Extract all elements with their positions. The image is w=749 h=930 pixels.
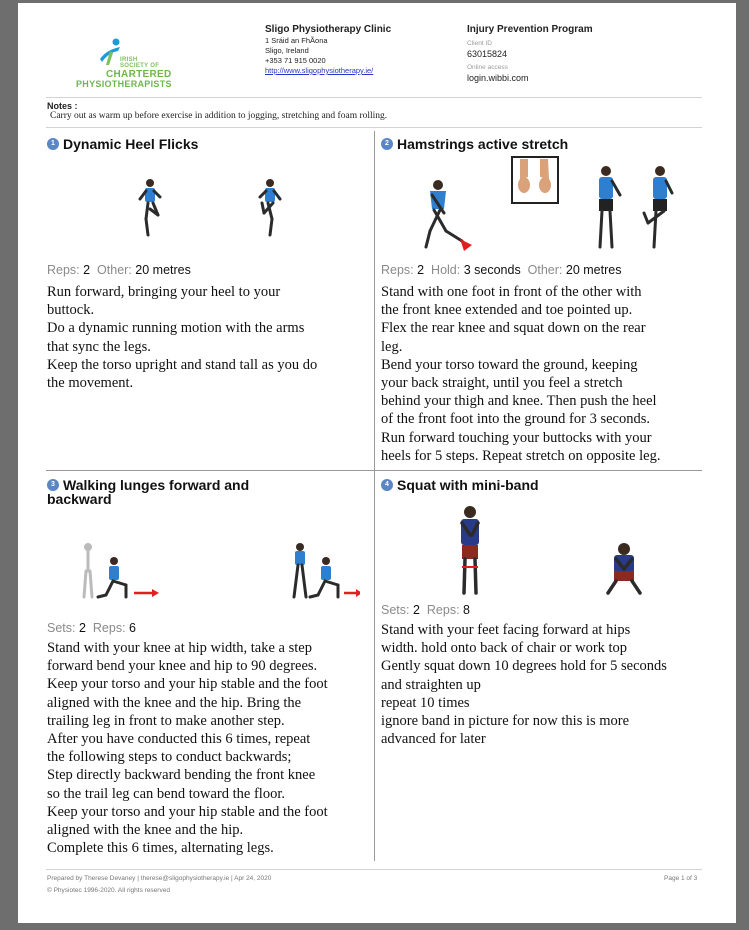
footer-divider	[46, 869, 702, 870]
stretch-figure	[426, 180, 462, 247]
param-value: 2	[83, 263, 91, 277]
exercise-title-3-line2	[47, 492, 367, 506]
description-line: the front knee extended and toe pointed up.	[381, 302, 633, 319]
exercise-title-1	[47, 137, 367, 151]
exercise-body-2	[381, 263, 711, 465]
logo-text-irish: IRISH	[120, 57, 138, 63]
description-line: Run forward touching your buttocks with your	[381, 429, 652, 446]
clinic-info	[265, 23, 391, 76]
foot-detail-inset	[512, 157, 558, 203]
footer-copyright: © Physiotec 1996-2020. All rights reserved	[47, 887, 170, 894]
exercise-body-4	[381, 603, 711, 748]
grid-vertical-divider	[374, 131, 375, 861]
exercise-params-3	[47, 621, 372, 635]
description-line: the movement.	[47, 375, 134, 392]
logo-text-chartered: CHARTERED	[106, 69, 172, 80]
exercise-params-1	[47, 263, 367, 277]
standing-figure	[599, 166, 620, 247]
exercise-number-badge: 2	[381, 138, 393, 150]
document-page	[18, 3, 736, 923]
walking-lunge-figures-image	[80, 539, 360, 601]
ghost-figure	[84, 543, 92, 597]
exercise-description-2	[381, 283, 711, 465]
param-value: 2	[412, 603, 420, 617]
description-line: width. hold onto back of chair or work top	[381, 640, 628, 657]
exercise-params-4	[381, 603, 711, 617]
description-line: aligned with the knee and the hip.	[47, 822, 244, 839]
param-value: 3 seconds	[463, 263, 521, 277]
standing-band-figure	[461, 506, 479, 593]
exercise-title-text: backward	[47, 491, 112, 507]
description-line: ignore band in picture for now this is more	[381, 713, 630, 730]
param-label: Hold:	[431, 263, 461, 277]
notes-section	[47, 101, 387, 121]
description-line: that sync the legs.	[47, 338, 151, 355]
clinic-website-link[interactable]: http://www.sligophysiotherapy.ie/	[265, 66, 374, 75]
description-line: Keep your torso and your hip stable and the foot	[47, 676, 328, 693]
notes-title: Notes :	[47, 101, 78, 111]
description-line: heels for 5 steps. Repeat stretch on opposite leg.	[381, 447, 661, 464]
client-id-value: 63015824	[467, 49, 508, 59]
exercise-card-1	[47, 137, 367, 151]
exercise-body-1	[47, 263, 367, 392]
description-line: Stand with your feet facing forward at hips	[381, 622, 631, 638]
exercise-body-3	[47, 621, 372, 857]
program-info	[467, 23, 593, 87]
description-line: Stand with your knee at hip width, take a step	[47, 640, 312, 656]
clinic-name: Sligo Physiotherapy Clinic	[265, 24, 392, 35]
squat-miniband-figures-image	[448, 503, 658, 597]
description-line: forward bend your knee and hip to 90 degrees.	[47, 658, 318, 675]
description-line: Do a dynamic running motion with the arms	[47, 320, 305, 337]
exercise-description-4	[381, 621, 711, 748]
param-label: Other:	[97, 263, 132, 277]
exercise-card-3	[47, 478, 367, 506]
heel-kick-figure	[644, 166, 672, 247]
footer-prepared-by: Prepared by Therese Devaney | therese@sligophysiotherapy.ie | Apr 24, 2020	[47, 875, 272, 882]
exercise-description-3	[47, 639, 372, 857]
exercise-card-4	[381, 478, 701, 492]
description-line: Stand with one foot in front of the other with	[381, 284, 642, 300]
description-line: so the trail leg can bend toward the floor.	[47, 785, 285, 802]
exercise-title-text: Hamstrings active stretch	[397, 136, 569, 152]
hamstring-stretch-figures-image	[416, 155, 676, 253]
clinic-address-line1: 1 Sráid an FhÃona	[265, 36, 328, 45]
exercise-number-badge: 4	[381, 479, 393, 491]
param-value: 8	[463, 603, 470, 617]
description-line: of the front foot into the ground for 3 seconds.	[381, 411, 651, 428]
stretch-arrow-icon	[460, 239, 472, 251]
notes-divider	[46, 127, 702, 128]
param-label: Sets:	[47, 621, 76, 635]
description-line: Keep the torso upright and stand tall as you do	[47, 356, 318, 373]
description-line: advanced for later	[381, 731, 486, 748]
header-divider	[46, 97, 702, 98]
description-line: Bend your torso toward the ground, keeping	[381, 356, 638, 373]
param-value: 20 metres	[565, 263, 622, 277]
description-line: trailing leg in front to make another step.	[47, 712, 285, 729]
exercise-title-4	[381, 478, 701, 492]
online-access-value: login.wibbi.com	[467, 73, 529, 83]
param-value: 2	[417, 263, 425, 277]
heel-flick-figures-image	[128, 173, 308, 245]
exercise-title-3	[47, 478, 367, 492]
param-label: Reps:	[47, 263, 80, 277]
clinic-phone: +353 71 915 0020	[265, 56, 326, 65]
squat-band-figure	[608, 543, 640, 593]
param-label: Reps:	[92, 621, 126, 635]
ghost-figure	[294, 543, 306, 597]
param-label: Other:	[527, 263, 563, 277]
logo-text-physiotherapists: PHYSIOTHERAPISTS	[76, 79, 172, 89]
footer-page-number: Page 1 of 3	[664, 875, 698, 882]
client-id-label: Client ID	[467, 40, 492, 47]
description-line: Step directly backward bending the front knee	[47, 767, 316, 784]
exercise-title-text: Walking lunges forward and	[63, 477, 250, 493]
program-title: Injury Prevention Program	[467, 24, 593, 35]
lunge-figure	[310, 557, 338, 597]
description-line: buttock.	[47, 302, 95, 319]
exercise-number-badge: 3	[47, 479, 59, 491]
notes-body: Carry out as warm up before exercise in addition to jogging, stretching and foam rolling.	[50, 111, 388, 121]
param-label: Reps:	[426, 603, 460, 617]
lunge-pair-1	[84, 543, 159, 597]
online-access-label: Online access	[467, 64, 508, 71]
description-line: leg.	[381, 338, 403, 355]
description-line: your back straight, until you feel a stretch	[381, 375, 623, 392]
description-line: the following steps to conduct backwards;	[47, 749, 292, 766]
description-line: Flex the rear knee and squat down on the rear	[381, 320, 646, 337]
description-line: repeat 10 times	[381, 694, 470, 711]
exercise-title-text: Squat with mini-band	[397, 477, 539, 493]
description-line: behind your thigh and knee. Then push the heel	[381, 393, 657, 410]
param-value: 2	[78, 621, 86, 635]
exercise-card-2	[381, 137, 701, 151]
exercise-number-badge: 1	[47, 138, 59, 150]
logo-text-society: SOCIETY OF	[120, 63, 160, 69]
lunge-pair-2	[294, 543, 360, 597]
param-label: Reps:	[381, 263, 414, 277]
runner-figure-2	[260, 179, 280, 235]
clinic-logo	[76, 33, 186, 87]
runner-figure-1	[140, 179, 160, 235]
exercise-title-2	[381, 137, 701, 151]
lunge-figure	[98, 557, 126, 597]
description-line: aligned with the knee and the hip. Bring the	[47, 694, 302, 711]
description-line: and straighten up	[381, 676, 481, 693]
description-line: Keep your torso and your hip stable and the foot	[47, 803, 328, 820]
grid-horizontal-divider	[46, 470, 702, 471]
exercise-params-2	[381, 263, 711, 277]
description-line: Gently squat down 10 degrees hold for 5 seconds	[381, 658, 667, 675]
param-value: 6	[129, 621, 136, 635]
description-line: Complete this 6 times, alternating legs.	[47, 840, 274, 857]
description-line: Run forward, bringing your heel to your	[47, 284, 281, 300]
exercise-title-text: Dynamic Heel Flicks	[63, 136, 199, 152]
param-label: Sets:	[381, 603, 410, 617]
clinic-address-line2: Sligo, Ireland	[265, 46, 309, 55]
description-line: After you have conducted this 6 times, repeat	[47, 731, 311, 748]
param-value: 20 metres	[135, 263, 191, 277]
exercise-description-1	[47, 283, 367, 392]
